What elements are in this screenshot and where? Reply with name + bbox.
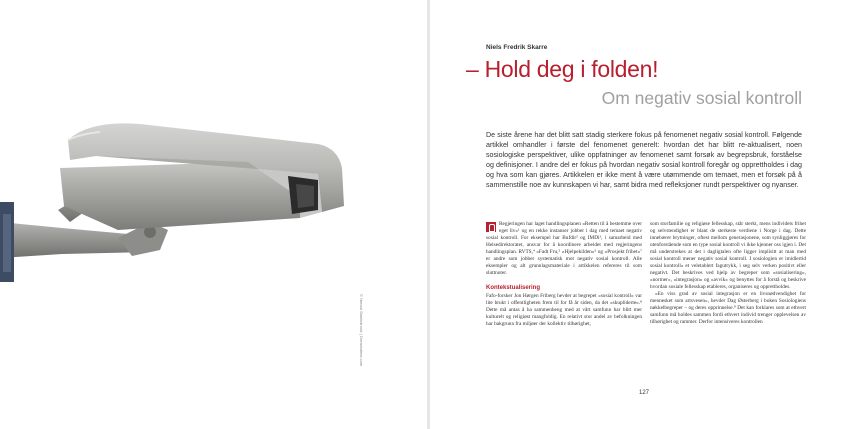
intro-paragraph (486, 221, 642, 277)
photo-credit: © Nenad Stanimirović | Dreamstime.com (359, 294, 364, 367)
page-number: 127 (639, 390, 650, 396)
body-paragraph: som storfamilie og religiøse fellesskap, står sterkt, mens individets frihet og selvstendighet er blant de sterkeste verdiene i Norge i dag. Dette innebærer brytninger, oftest mellom generasjonene, som synliggjøres for utenforstående som en type sosial kontroll vi ikke kjenner oss igjen i. Det må understrekes at det i dagligtalen ofte ligger implisitt at man med sosial kontroll mener negativ sosial kontroll. I sosiologien er imidlertid sosial kontroll» et veletablert fagutrykk, i seg selv verken positivt eller negativt. Det beskrives ved hjelp av begreper som «sosialisering», «normer», «integrasjon» og «avvik» og benyttes for å forstå og beskrive hvordan sosiale fellesskap etableres, organiseres og opprettholdes. (650, 221, 806, 290)
intro-text: Regjeringen har laget handlingsplanen «Retten til å bestemme over eget liv»¹ og en rekke instanser jobber i dag med temaet negativ sosial kontroll. For eksempel har Bufdir² og IMDi³, i samarbeid med Helsedirektoratet, ansvar for å koordinere arbeidet med regjeringens handlingsplan. RVTS,⁴ «Fadt Fru,⁵ «Hjelpekilden»⁶ og «Prosjekt frihet»⁷ er andre som jobber systematisk mot negativ sosial kontroll. Alle eksempler og alt grunnlagsmateriale i artikkelen refereres til som sluttnoter. (486, 221, 642, 276)
article-title: – Hold deg i folden! (466, 56, 659, 82)
lead-paragraph: De siste årene har det blitt satt stadig sterkere fokus på fenomenet negativ sosial kontroll. Følgende artikkel omhandler i første del fenomenet generelt: hvordan det har blitt re-aktualisert, noen sosiologiske perspektiver, ulike oppfatninger av fenomenet samt forsøk av begrepsbruk, forståelse og definisjoner. I andre del er fokus på hvordan negativ sosial kontroll foregår og opprettholdes i dag og hva som kan gjøres. Artikkelen er ikke ment å være utømmende om temaet, men et forsøk på å sammenstille noe av kunnskapen vi har, samt bidra med refleksjoner rundt perspektiver og nyanser. (486, 131, 802, 190)
body-column-1 (486, 221, 642, 328)
body-column-2 (650, 221, 806, 326)
section-heading: Kontekstualisering (486, 285, 541, 291)
section-paragraph: Fafo-forsker Jon Hørgen Friberg hevder at begrepet «sosial kontroll» var lite brukt i offentligheten frem til for få år siden, da det «skupliderte».⁸ Dette må antas å ha sammenheng med at vårt samfunn har blitt mer kulturelt og religiøst mangfoldig. En relativt stor andel av befolkningen har bakgrunn fra miljøer der kollektiv tilhørighet, (486, 293, 642, 327)
author-name: Niels Fredrik Skarre (486, 44, 548, 51)
security-camera-photo (0, 110, 370, 310)
article-logo-icon (486, 222, 496, 232)
body-paragraph-quote: «En viss grad av sosial integrasjon er en livsnødvendighet for mennesket som artsvesen», hevder Dag Østerberg i boken Sosiologiens nøkkelbegreper – og deres opprinnelse.⁹ Det kan forklares som at ethvert samfunn må holdes sammen fordi ethvert individ trenger opplevelsen av tilhørighet og rammer. Derfor intensiveres kontrollen (650, 291, 806, 325)
left-page (0, 0, 427, 429)
article-subtitle: Om negativ sosial kontroll (601, 88, 802, 108)
